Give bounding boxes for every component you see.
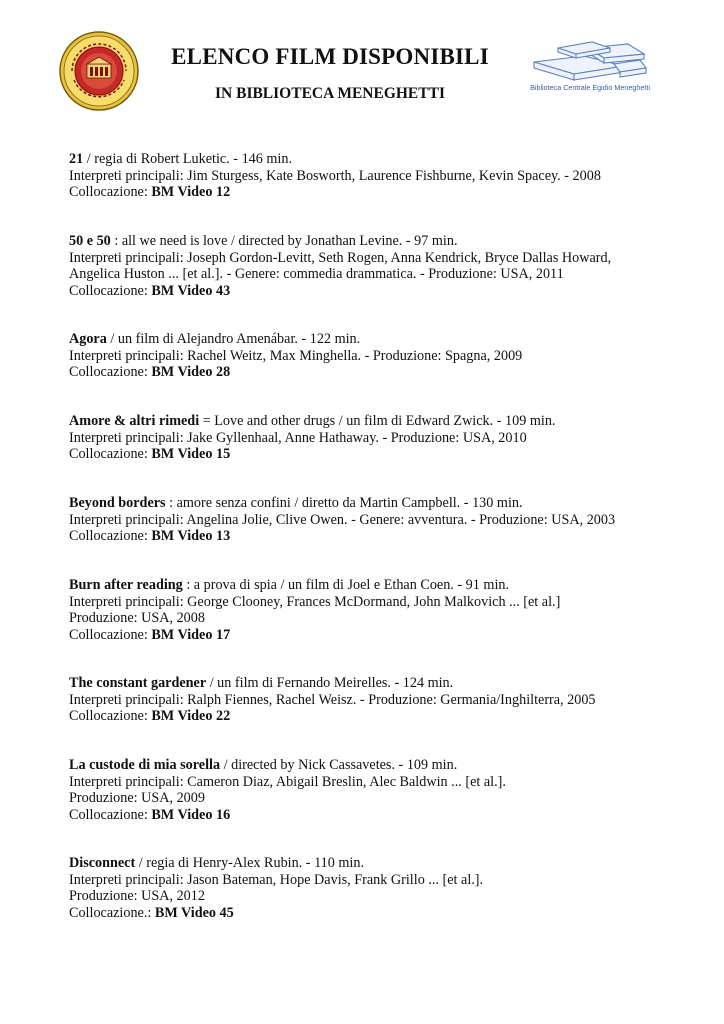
- film-title-line: [69, 855, 483, 872]
- text: / regia di Robert Luketic. - 146 min.: [83, 151, 293, 167]
- film-title-line: [69, 331, 522, 348]
- bold-text: 21: [69, 151, 84, 167]
- film-detail-line: [69, 168, 601, 185]
- bold-text: La custode di mia sorella: [69, 757, 221, 773]
- film-detail-line: [69, 528, 615, 545]
- film-detail-line: [69, 708, 596, 725]
- bold-text: BM Video 17: [151, 626, 231, 643]
- text: / un film di Alejandro Amenábar. - 122 min.: [106, 331, 361, 347]
- bold-text: BM Video 43: [151, 282, 231, 299]
- text: Interpreti principali: Ralph Fiennes, Rachel Weisz. - Produzione: Germania/Inghilterra, 2005: [69, 691, 596, 708]
- page-title: ELENCO FILM DISPONIBILI: [171, 44, 489, 69]
- film-entry: [69, 855, 483, 921]
- text: Collocazione:: [69, 708, 152, 724]
- bold-text: BM Video 45: [154, 904, 234, 921]
- film-entry: [69, 331, 522, 381]
- bold-text: BM Video 13: [151, 528, 231, 544]
- film-entry: [69, 233, 611, 299]
- film-entry: [69, 675, 596, 725]
- text: : amore senza confini / diretto da Martin Campbell. - 130 min.: [165, 495, 523, 511]
- bold-text: BM Video 12: [151, 184, 231, 200]
- bold-text: Agora: [69, 331, 107, 347]
- film-detail-line: [69, 266, 611, 283]
- film-detail-line: [69, 446, 555, 463]
- bold-text: BM Video 15: [151, 446, 231, 462]
- text: Collocazione:: [69, 184, 152, 200]
- text: Produzione: USA, 2012: [69, 888, 205, 904]
- text: / regia di Henry-Alex Rubin. - 110 min.: [135, 855, 364, 871]
- film-detail-line: [69, 283, 611, 300]
- bold-text: Burn after reading: [69, 577, 183, 593]
- text: Produzione: USA, 2009: [69, 790, 205, 806]
- bold-text: The constant gardener: [69, 675, 207, 691]
- bold-text: BM Video 16: [151, 806, 231, 823]
- film-entry: [69, 757, 506, 823]
- text: / directed by Nick Cassavetes. - 109 min.: [220, 757, 458, 773]
- film-detail-line: [69, 364, 522, 381]
- bold-text: Disconnect: [69, 855, 136, 871]
- library-logo-text: Biblioteca Centrale Egidio Meneghetti: [530, 83, 650, 92]
- text: Collocazione.:: [69, 904, 155, 921]
- film-detail-line: [69, 184, 601, 201]
- text: Collocazione:: [69, 364, 152, 380]
- film-entry: [69, 495, 615, 545]
- film-detail-line: [69, 905, 483, 922]
- film-detail-line: [69, 512, 615, 529]
- page-subtitle: IN BIBLIOTECA MENEGHETTI: [215, 85, 445, 102]
- bold-text: 50 e 50: [69, 233, 111, 249]
- text: Collocazione:: [69, 528, 152, 544]
- text: Collocazione:: [69, 626, 152, 643]
- film-detail-line: [69, 692, 596, 709]
- film-entry: [69, 151, 601, 201]
- bold-text: Amore & altri rimedi: [69, 413, 200, 429]
- text: Interpreti principali: George Clooney, Frances McDormand, John Malkovich ... [et al.]: [69, 593, 561, 610]
- film-detail-line: [69, 627, 560, 644]
- bold-text: BM Video 22: [151, 708, 231, 724]
- film-title-line: [69, 577, 560, 594]
- text: : a prova di spia / un film di Joel e Ethan Coen. - 91 min.: [182, 577, 510, 593]
- text: Interpreti principali: Jake Gyllenhaal, Anne Hathaway. - Produzione: USA, 2010: [69, 429, 527, 446]
- text: Produzione: USA, 2008: [69, 610, 205, 626]
- film-detail-line: [69, 250, 611, 267]
- text: Interpreti principali: Rachel Weitz, Max Minghella. - Produzione: Spagna, 2009: [69, 347, 523, 364]
- text: Interpreti principali: Angelina Jolie, Clive Owen. - Genere: avventura. - Produzione: USA, 2003: [69, 511, 616, 528]
- film-entry: [69, 577, 560, 643]
- text: / un film di Fernando Meirelles. - 124 min.: [206, 675, 454, 691]
- film-title-line: [69, 757, 506, 774]
- film-detail-line: [69, 610, 560, 627]
- film-detail-line: [69, 790, 506, 807]
- text: Collocazione:: [69, 282, 152, 299]
- film-entry: [69, 413, 555, 463]
- text: Interpreti principali: Cameron Diaz, Abigail Breslin, Alec Baldwin ... [et al.].: [69, 773, 506, 790]
- bold-text: Beyond borders: [69, 495, 166, 511]
- film-title-line: [69, 233, 611, 250]
- text: Angelica Huston ... [et al.]. - Genere: commedia drammatica. - Produzione: USA, 2011: [69, 266, 564, 282]
- film-detail-line: [69, 348, 522, 365]
- film-detail-line: [69, 430, 555, 447]
- film-title-line: [69, 413, 555, 430]
- film-detail-line: [69, 872, 483, 889]
- text: = Love and other drugs / un film di Edward Zwick. - 109 min.: [199, 413, 556, 429]
- bold-text: BM Video 28: [151, 364, 231, 380]
- university-seal-icon: [58, 30, 140, 112]
- film-detail-line: [69, 774, 506, 791]
- film-title-line: [69, 495, 615, 512]
- film-detail-line: [69, 807, 506, 824]
- text: : all we need is love / directed by Jonathan Levine. - 97 min.: [110, 233, 458, 249]
- film-title-line: [69, 151, 601, 168]
- text: Interpreti principali: Jim Sturgess, Kate Bosworth, Laurence Fishburne, Kevin Spacey. - 2008: [69, 167, 601, 184]
- text: Interpreti principali: Jason Bateman, Hope Davis, Frank Grillo ... [et al.].: [69, 871, 484, 888]
- text: Collocazione:: [69, 446, 152, 462]
- text: Collocazione:: [69, 806, 152, 823]
- film-detail-line: [69, 594, 560, 611]
- film-title-line: [69, 675, 596, 692]
- film-detail-line: [69, 888, 483, 905]
- text: Interpreti principali: Joseph Gordon-Levitt, Seth Rogen, Anna Kendrick, Bryce Dallas Howard,: [69, 249, 612, 266]
